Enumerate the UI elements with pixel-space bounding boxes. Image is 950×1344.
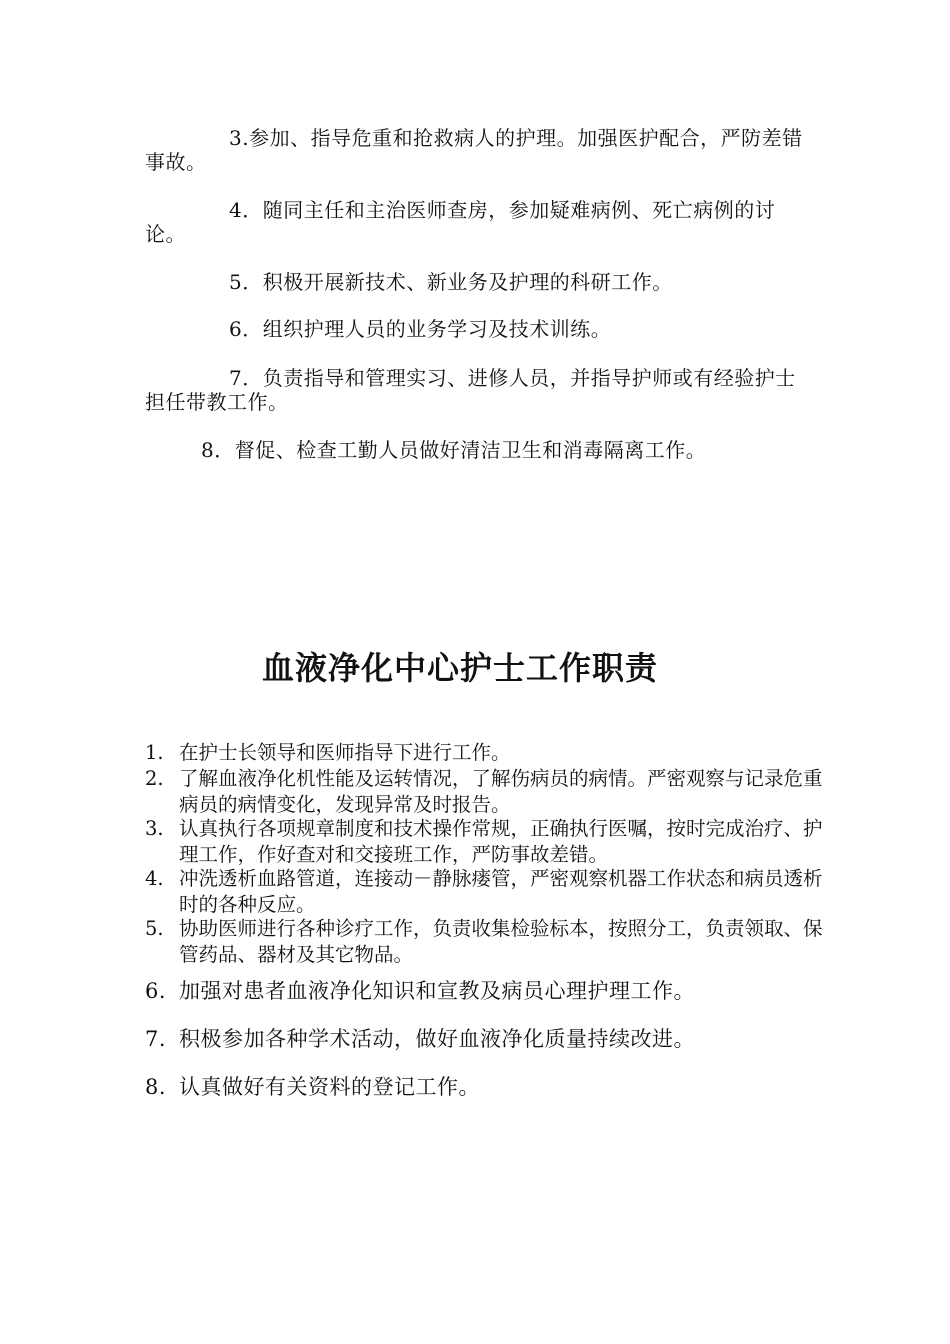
duty-paragraph-4: 4．随同主任和主治医师查房，参加疑难病例、死亡病例的讨论。 [145, 198, 776, 246]
list-item [145, 766, 825, 818]
list-item-number: 1. [145, 741, 164, 764]
list-item-number: 4. [145, 867, 164, 890]
list-item-number: 7. [145, 1027, 167, 1051]
list-item [145, 866, 825, 918]
list-item-text: 积极参加各种学术活动，做好血液净化质量持续改进。 [179, 1027, 695, 1051]
list-item [145, 740, 825, 766]
list-item-number: 2. [145, 767, 164, 790]
list-item-text: 冲洗透析血路管道，连接动－静脉瘘管，严密观察机器工作状态和病员透析时的各种反应。 [179, 867, 823, 916]
list-item-text: 协助医师进行各种诊疗工作，负责收集检验标本，按照分工，负责领取、保管药品、器材及其它物品。 [179, 917, 823, 966]
list-item-text: 认真执行各项规章制度和技术操作常规，正确执行医嘱，按时完成治疗、护理工作，作好查对和交接班工作，严防事故差错。 [179, 817, 823, 866]
list-item-text: 加强对患者血液净化知识和宣教及病员心理护理工作。 [179, 979, 695, 1003]
list-item [145, 916, 825, 968]
list-item [145, 1073, 825, 1101]
list-item-text: 了解血液净化机性能及运转情况，了解伤病员的病情。严密观察与记录危重病员的病情变化，发现异常及时报告。 [179, 767, 823, 816]
list-item-number: 8. [145, 1075, 167, 1099]
list-item-text: 在护士长领导和医师指导下进行工作。 [179, 741, 511, 764]
list-item-number: 5. [145, 917, 164, 940]
duty-paragraph-7: 7．负责指导和管理实习、进修人员，并指导护师或有经验护士担任带教工作。 [145, 366, 796, 414]
list-item [145, 816, 825, 868]
list-item-number: 6. [145, 979, 167, 1003]
list-item [145, 1025, 825, 1053]
list-item-text: 认真做好有关资料的登记工作。 [179, 1075, 480, 1099]
list-item [145, 977, 825, 1005]
duty-paragraph-5: 5．积极开展新技术、新业务及护理的科研工作。 [229, 270, 673, 294]
duty-paragraph-3: 3.参加、指导危重和抢救病人的护理。加强医护配合，严防差错事故。 [145, 126, 803, 174]
duty-paragraph-8: 8．督促、检查工勤人员做好清洁卫生和消毒隔离工作。 [201, 438, 707, 462]
section-title: 血液净化中心护士工作职责 [261, 649, 658, 687]
duty-paragraph-6: 6．组织护理人员的业务学习及技术训练。 [229, 317, 612, 341]
list-item-number: 3. [145, 817, 164, 840]
